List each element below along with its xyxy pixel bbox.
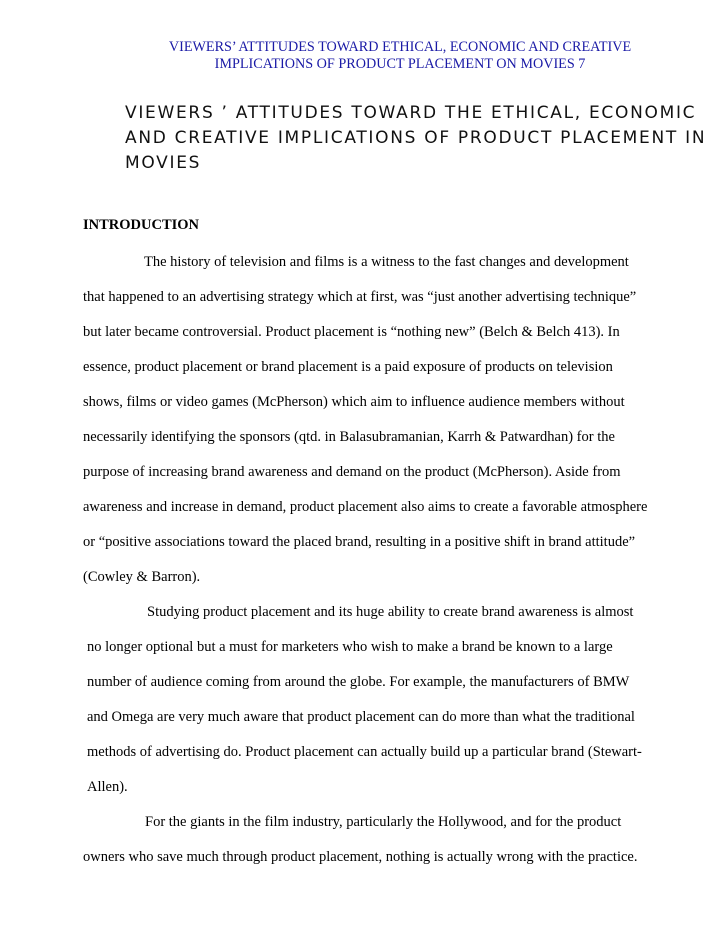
running-head <box>150 39 650 73</box>
body-text-line: Allen). <box>87 779 128 795</box>
body-text-line: purpose of increasing brand awareness and demand on the product (McPherson). Aside from <box>83 464 621 480</box>
body-text-line: and Omega are very much aware that product placement can do more than what the traditional <box>87 709 635 725</box>
body-text-line: that happened to an advertising strategy which at first, was “just another advertising technique” <box>83 289 637 305</box>
body-text-line: For the giants in the film industry, particularly the Hollywood, and for the product <box>145 814 622 830</box>
running-head-line: IMPLICATIONS OF PRODUCT PLACEMENT ON MOVIES 7 <box>214 56 586 72</box>
running-head-line: VIEWERS’ ATTITUDES TOWARD ETHICAL, ECONOMIC AND CREATIVE <box>168 39 632 55</box>
title-line: MOVIES <box>125 153 202 173</box>
body-text-line: or “positive associations toward the placed brand, resulting in a positive shift in brand attitude” <box>83 534 636 550</box>
body-text-line: owners who save much through product placement, nothing is actually wrong with the practice. <box>83 849 638 865</box>
body-text-line: necessarily identifying the sponsors (qtd. in Balasubramanian, Karrh & Patwardhan) for the <box>83 429 615 445</box>
body-text-line: no longer optional but a must for marketers who wish to make a brand be known to a large <box>87 639 613 655</box>
body-text-line: but later became controversial. Product placement is “nothing new” (Belch & Belch 413). In <box>83 324 620 340</box>
body-text-line: shows, films or video games (McPherson) which aim to influence audience members without <box>83 394 625 410</box>
body-text-line: (Cowley & Barron). <box>83 569 201 585</box>
body-text-line: methods of advertising do. Product placement can actually build up a particular brand (Stewart- <box>87 744 642 760</box>
document-title <box>125 101 707 176</box>
title-line: AND CREATIVE IMPLICATIONS OF PRODUCT PLACEMENT IN <box>125 128 707 148</box>
title-line: VIEWERS ’ ATTITUDES TOWARD THE ETHICAL, ECONOMIC <box>125 103 697 123</box>
body-text-line: essence, product placement or brand placement is a paid exposure of products on television <box>83 359 613 375</box>
body-text-line: Studying product placement and its huge ability to create brand awareness is almost <box>147 604 634 620</box>
body-text-line: number of audience coming from around the globe. For example, the manufacturers of BMW <box>87 674 630 690</box>
body-text-line: The history of television and films is a witness to the fast changes and development <box>144 254 629 270</box>
body-text-line: awareness and increase in demand, product placement also aims to create a favorable atmosphere <box>83 499 648 515</box>
section-heading: INTRODUCTION <box>83 217 200 233</box>
